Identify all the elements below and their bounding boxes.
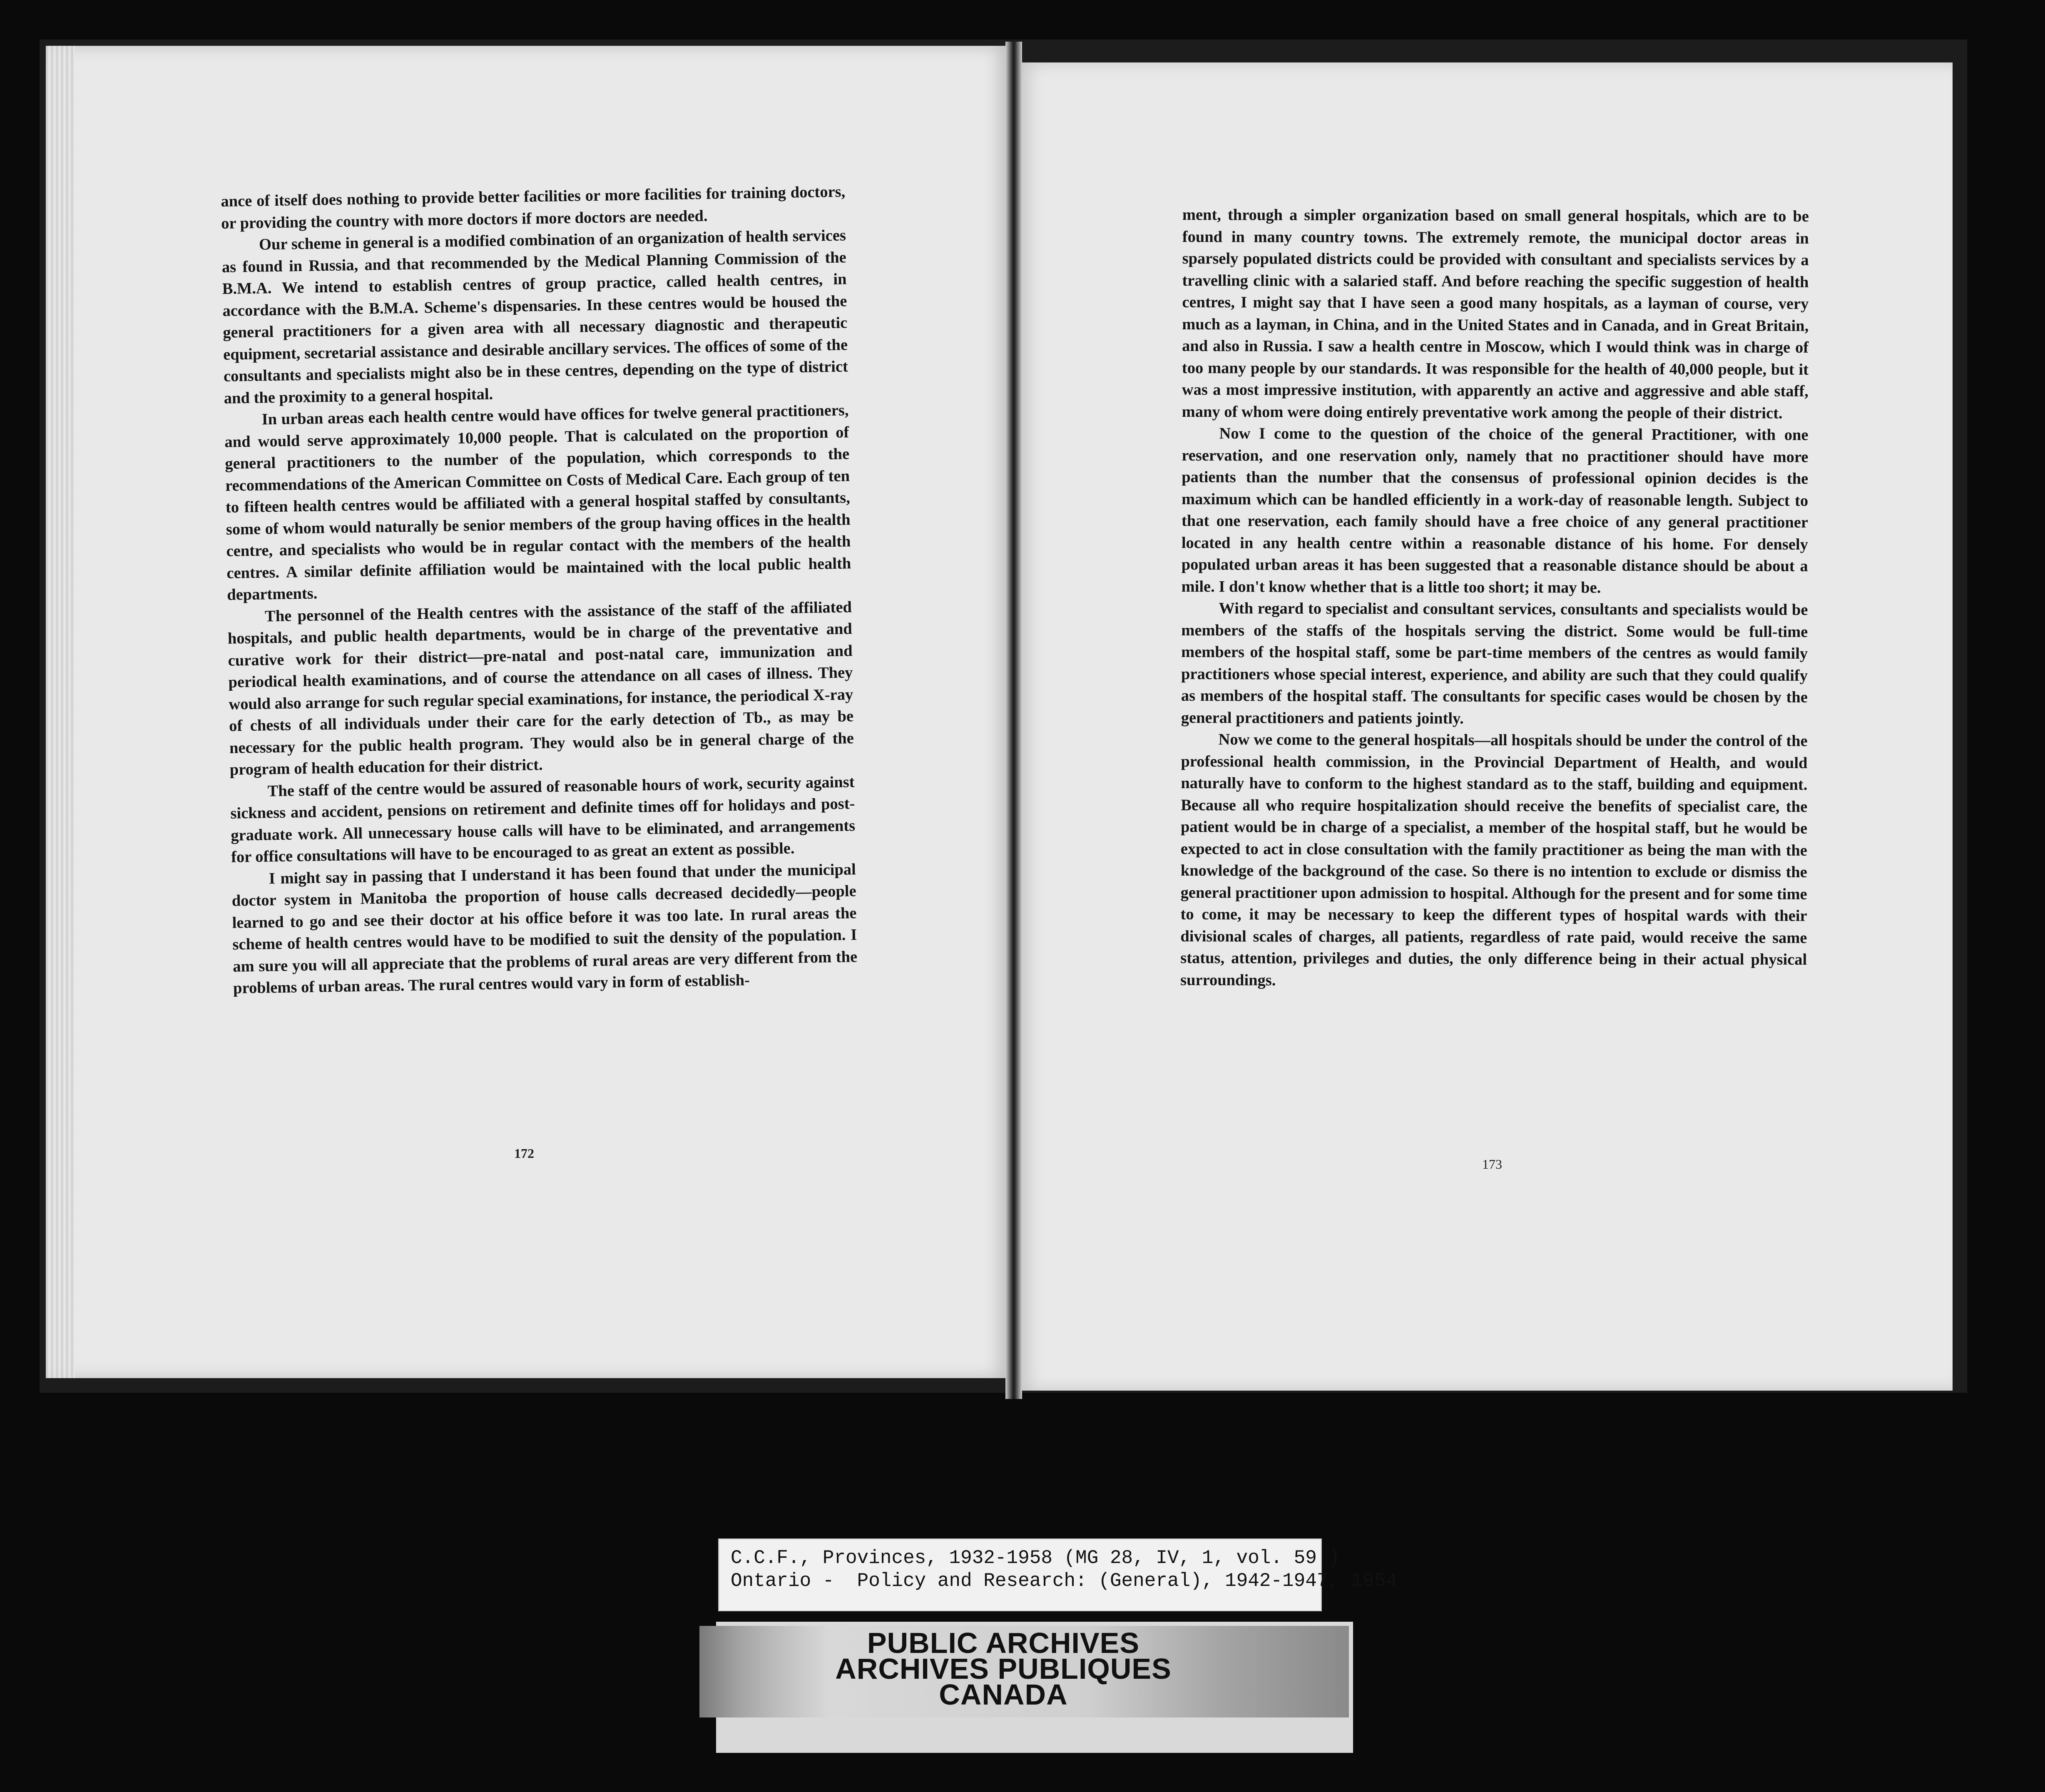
page-edges — [46, 46, 75, 1378]
paragraph: In urban areas each health centre would have offices for twelve general practitioners, and would serve approximately 10,000 people. That is calculated on the proportion of general practitioners to the number of the population, which corresponds to the recommendations of the American Committee on Costs of Medical Care. Each group of ten to fifteen health centres would be affiliated with a general hospital staffed by consultants, some of whom would naturally be senior members of the group having offices in the health centre, and specialists who would be in regular contact with the members of the health centres. A similar definite affiliation would be maintained with the local public health departments. — [224, 401, 851, 604]
left-page-text — [221, 181, 858, 999]
page-number-right: 173 — [1482, 1157, 1502, 1172]
stamp-line-1: PUBLIC ARCHIVES — [867, 1627, 1140, 1659]
paragraph: The personnel of the Health centres with the assistance of the staff of the affiliated hospitals, and public health departments, would be in charge of the preventative and curative work for their district—pre-natal and post-natal care, immunization and periodical health examinations, and of course the attendance on all cases of illness. They would also arrange for such regular special examinations, for instance, the periodical X-ray of chests of all individuals under their care for the early detection of Tb., as may be necessary for the public health program. They would also be in general charge of the program of health education for their district. — [227, 598, 854, 779]
paragraph: ment, through a simpler organization based on small general hospitals, which are to be found in many country towns. The extremely remote, the municipal doctor areas in sparsely populated districts could be provided with consultant and specialists services by a travelling clinic with a salaried staff. And before reaching the specific suggestion of health centres, I might say that I have seen a good many hospitals, as a layman of course, very much as a layman, in China, and in the United States and in Canada, and in Great Britain, and also in Russia. I saw a health centre in Moscow, which I would think was in charge of too many people by our standards. It was responsible for the health of 40,000 people, but it was a most impressive institution, with apparently an active and aggressive and able staff, many of whom were doing entirely preventative work among the people of their district. — [1182, 206, 1809, 422]
paragraph: Now we come to the general hospitals—all hospitals should be under the control of the professional health commission, in the Provincial Department of Health, and would naturally have to conform to the highest standard as to the staff, building and equipment. Because all who require hospitalization should receive the benefits of specialist care, the patient would be in charge of a specialist, a member of the hospital staff, but he would be expected to act in close consultation with the family practitioner as being the man with the knowledge of the background of the case. So there is no intention to exclude or dismiss the general practitioner upon admission to hospital. Although for the present and for some time to come, it may be necessary to keep the different types of hospital wards with their divisional scales of charges, all patients, regardless of rate paid, would receive the same status, attention, privileges and duties, the only difference being in their actual physical surroundings. — [1180, 731, 1808, 989]
stamp-line-3: CANADA — [939, 1678, 1068, 1711]
page-number-left: 172 — [514, 1146, 534, 1161]
paragraph: I might say in passing that I understand it has been found that under the municipal doctor system in Manitoba the proportion of house calls decreased decidedly—people learned to go and see their doctor at his office before it was too late. In rural areas the scheme of health centres would have to be modified to suit the density of the population. I am sure you will all appreciate that the problems of rural areas are very different from the problems of urban areas. The rural centres would vary in form of establish- — [231, 860, 858, 997]
paragraph: Our scheme in general is a modified combination of an organization of health services as found in Russia, and that recommended by the Medical Planning Commission of the B.M.A. We intend to establish centres of group practice, called health centres, in accordance with the B.M.A. Scheme's dispensaries. In these centres would be housed the general practitioners for a given area with all necessary diagnostic and therapeutic equipment, secretarial assistance and desirable ancillary services. The offices of some of the consultants and specialists might also be in these centres, depending on the type of district and the proximity to a general hospital. — [221, 226, 848, 407]
archives-stamp-text — [774, 1627, 1232, 1711]
paragraph: The staff of the centre would be assured of reasonable hours of work, security against sickness and accident, pensions on retirement and definite times off for holidays and post-graduate work. All unnecessary house calls will have to be eliminated, and arrangements for office consultations will have to be encouraged to as great an extent as possible. — [230, 773, 856, 866]
right-page-text — [1180, 204, 1809, 993]
paragraph: With regard to specialist and consultant services, consultants and specialists would be members of the staffs of the hospitals serving the district. Some would be full-time members of the hospital staff, some be part-time members of the centres as would family practitioners whose special interest, experience, and ability are such that they could qualify as members of the hospital staff. The consultants for specific cases would be chosen by the general practitioners and patients jointly. — [1181, 600, 1808, 727]
archive-label-line-1: C.C.F., Provinces, 1932-1958 (MG 28, IV, 1, vol. 59 ) — [731, 1547, 1340, 1569]
stamp-line-2: ARCHIVES PUBLIQUES — [835, 1653, 1172, 1685]
paragraph: Now I come to the question of the choice of the general Practitioner, with one reservation, and one reservation only, namely that no practitioner should have more patients than the number that the consensus of professional opinion decides is the maximum which can be handled efficiently in a work-day of reasonable length. Subject to that one reservation, each family should have a free choice of any general practitioner located in any health centre within a reasonable distance of his home. For densely populated urban areas it has been suggested that a reasonable distance should be about a mile. I don't know whether that is a little too short; it may be. — [1181, 425, 1809, 597]
paragraph: ance of itself does nothing to provide better facilities or more facilities for training doctors, or providing the country with more doctors if more doctors are needed. — [221, 183, 846, 232]
book-gutter — [1005, 42, 1022, 1399]
archive-label-line-2: Ontario - Policy and Research: (General), 1942-1947, 1954 — [731, 1570, 1398, 1592]
archive-reference-label — [718, 1538, 1398, 1611]
